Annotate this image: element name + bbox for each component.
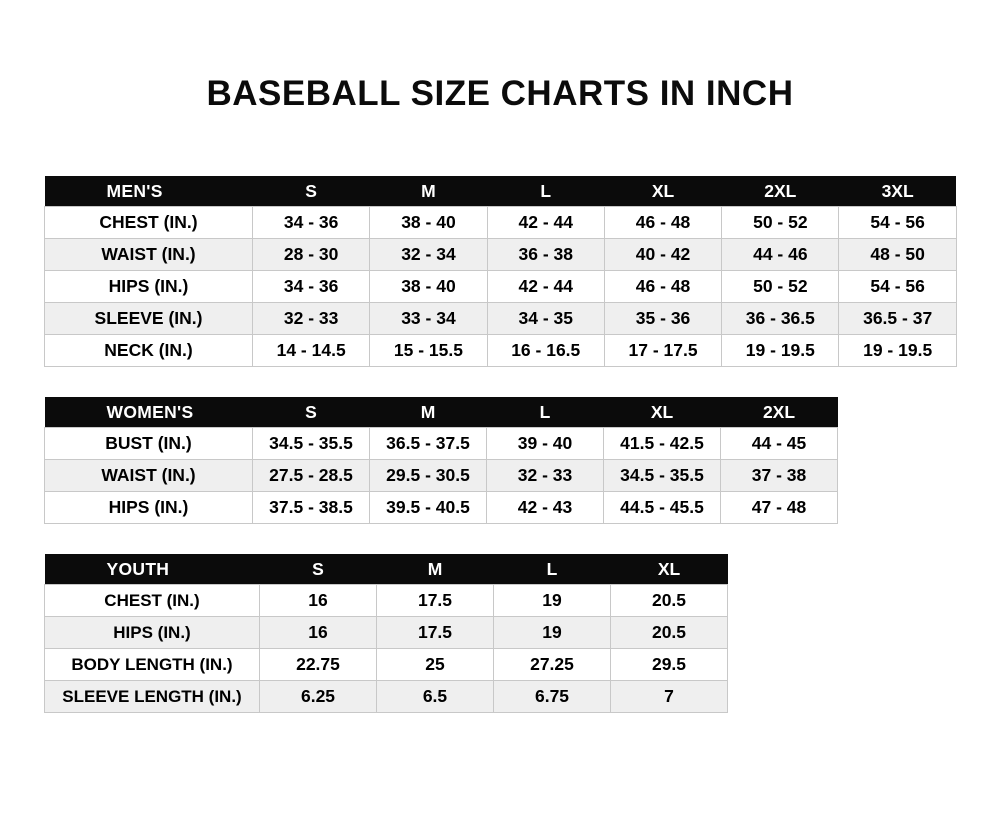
mens-header-l: L xyxy=(487,176,604,207)
cell: 47 - 48 xyxy=(721,492,838,524)
womens-header-label: WOMEN'S xyxy=(45,397,253,428)
row-label: CHEST (IN.) xyxy=(45,585,260,617)
row-label: WAIST (IN.) xyxy=(45,460,253,492)
cell: 32 - 33 xyxy=(487,460,604,492)
youth-header-s: S xyxy=(260,554,377,585)
youth-header-l: L xyxy=(494,554,611,585)
cell: 41.5 - 42.5 xyxy=(604,428,721,460)
womens-header-xl: XL xyxy=(604,397,721,428)
mens-table-body xyxy=(45,207,957,367)
table-spacer xyxy=(44,367,956,397)
table-row xyxy=(45,207,957,239)
cell: 50 - 52 xyxy=(722,271,839,303)
cell: 6.75 xyxy=(494,681,611,713)
cell: 6.5 xyxy=(377,681,494,713)
cell: 46 - 48 xyxy=(604,207,721,239)
cell: 34 - 36 xyxy=(253,271,370,303)
table-header-row xyxy=(45,397,838,428)
table-row xyxy=(45,460,838,492)
cell: 37 - 38 xyxy=(721,460,838,492)
cell: 44 - 45 xyxy=(721,428,838,460)
cell: 42 - 44 xyxy=(487,207,604,239)
table-row xyxy=(45,649,728,681)
cell: 19 xyxy=(494,617,611,649)
cell: 19 - 19.5 xyxy=(839,335,956,367)
womens-header-l: L xyxy=(487,397,604,428)
cell: 36.5 - 37 xyxy=(839,303,956,335)
cell: 34.5 - 35.5 xyxy=(253,428,370,460)
cell: 25 xyxy=(377,649,494,681)
cell: 28 - 30 xyxy=(253,239,370,271)
table-row xyxy=(45,428,838,460)
cell: 42 - 43 xyxy=(487,492,604,524)
cell: 39.5 - 40.5 xyxy=(370,492,487,524)
youth-header-xl: XL xyxy=(611,554,728,585)
womens-header-2xl: 2XL xyxy=(721,397,838,428)
cell: 36 - 38 xyxy=(487,239,604,271)
cell: 44.5 - 45.5 xyxy=(604,492,721,524)
mens-header-label: MEN'S xyxy=(45,176,253,207)
table-row xyxy=(45,239,957,271)
cell: 48 - 50 xyxy=(839,239,956,271)
cell: 27.5 - 28.5 xyxy=(253,460,370,492)
youth-header-label: YOUTH xyxy=(45,554,260,585)
cell: 19 - 19.5 xyxy=(722,335,839,367)
cell: 6.25 xyxy=(260,681,377,713)
cell: 42 - 44 xyxy=(487,271,604,303)
cell: 46 - 48 xyxy=(604,271,721,303)
page-title: BASEBALL SIZE CHARTS IN INCH xyxy=(206,74,794,113)
womens-table-header xyxy=(45,397,838,428)
table-row xyxy=(45,617,728,649)
cell: 22.75 xyxy=(260,649,377,681)
cell: 34.5 - 35.5 xyxy=(604,460,721,492)
cell: 27.25 xyxy=(494,649,611,681)
mens-header-3xl: 3XL xyxy=(839,176,956,207)
cell: 44 - 46 xyxy=(722,239,839,271)
cell: 17.5 xyxy=(377,585,494,617)
row-label: BODY LENGTH (IN.) xyxy=(45,649,260,681)
size-chart-page xyxy=(0,74,1000,826)
youth-header-m: M xyxy=(377,554,494,585)
cell: 39 - 40 xyxy=(487,428,604,460)
cell: 14 - 14.5 xyxy=(253,335,370,367)
cell: 20.5 xyxy=(611,617,728,649)
cell: 32 - 33 xyxy=(253,303,370,335)
cell: 15 - 15.5 xyxy=(370,335,487,367)
row-label: HIPS (IN.) xyxy=(45,271,253,303)
cell: 34 - 36 xyxy=(253,207,370,239)
mens-header-m: M xyxy=(370,176,487,207)
cell: 16 xyxy=(260,585,377,617)
cell: 17.5 xyxy=(377,617,494,649)
table-row xyxy=(45,492,838,524)
table-row xyxy=(45,303,957,335)
row-label: NECK (IN.) xyxy=(45,335,253,367)
row-label: BUST (IN.) xyxy=(45,428,253,460)
cell: 16 xyxy=(260,617,377,649)
cell: 50 - 52 xyxy=(722,207,839,239)
cell: 40 - 42 xyxy=(604,239,721,271)
cell: 36 - 36.5 xyxy=(722,303,839,335)
mens-size-table xyxy=(44,176,957,367)
cell: 29.5 - 30.5 xyxy=(370,460,487,492)
cell: 17 - 17.5 xyxy=(604,335,721,367)
cell: 54 - 56 xyxy=(839,271,956,303)
cell: 34 - 35 xyxy=(487,303,604,335)
row-label: CHEST (IN.) xyxy=(45,207,253,239)
cell: 29.5 xyxy=(611,649,728,681)
womens-size-table xyxy=(44,397,838,524)
youth-size-table xyxy=(44,554,728,713)
table-row xyxy=(45,681,728,713)
cell: 38 - 40 xyxy=(370,207,487,239)
cell: 54 - 56 xyxy=(839,207,956,239)
cell: 33 - 34 xyxy=(370,303,487,335)
row-label: SLEEVE (IN.) xyxy=(45,303,253,335)
mens-table-header xyxy=(45,176,957,207)
cell: 38 - 40 xyxy=(370,271,487,303)
table-row xyxy=(45,335,957,367)
row-label: WAIST (IN.) xyxy=(45,239,253,271)
cell: 35 - 36 xyxy=(604,303,721,335)
table-header-row xyxy=(45,554,728,585)
cell: 36.5 - 37.5 xyxy=(370,428,487,460)
table-row xyxy=(45,585,728,617)
mens-header-2xl: 2XL xyxy=(722,176,839,207)
cell: 16 - 16.5 xyxy=(487,335,604,367)
youth-table-body xyxy=(45,585,728,713)
cell: 37.5 - 38.5 xyxy=(253,492,370,524)
womens-header-s: S xyxy=(253,397,370,428)
row-label: HIPS (IN.) xyxy=(45,492,253,524)
size-tables-container xyxy=(0,176,1000,713)
cell: 20.5 xyxy=(611,585,728,617)
table-spacer xyxy=(44,524,956,554)
mens-header-xl: XL xyxy=(604,176,721,207)
womens-table-body xyxy=(45,428,838,524)
womens-header-m: M xyxy=(370,397,487,428)
table-header-row xyxy=(45,176,957,207)
cell: 32 - 34 xyxy=(370,239,487,271)
cell: 7 xyxy=(611,681,728,713)
cell: 19 xyxy=(494,585,611,617)
mens-header-s: S xyxy=(253,176,370,207)
row-label: HIPS (IN.) xyxy=(45,617,260,649)
table-row xyxy=(45,271,957,303)
youth-table-header xyxy=(45,554,728,585)
row-label: SLEEVE LENGTH (IN.) xyxy=(45,681,260,713)
